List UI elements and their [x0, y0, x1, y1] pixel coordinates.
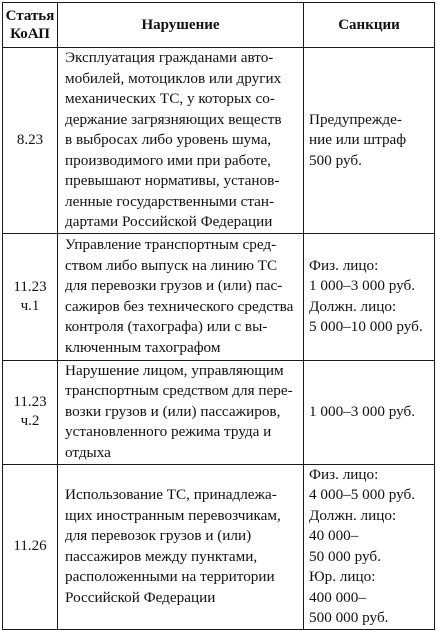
sanction-line: 4 000–5 000 руб.: [309, 486, 416, 503]
violation-line: механических ТС, у которых со-: [65, 90, 275, 107]
violation-line: для перевозок грузов и (или): [65, 527, 252, 544]
violation-line: сажиров без технического средства: [65, 297, 294, 315]
violation-line: пассажиров между пунктами,: [65, 547, 258, 565]
article-text: ч.1: [20, 297, 40, 314]
sanction-line: 500 000 руб.: [309, 609, 389, 626]
sanction-line: 1 000–3 000 руб.: [309, 402, 416, 420]
violation-cell: [58, 464, 304, 629]
sanctions-table: [2, 2, 435, 630]
header-article-line: КоАП: [10, 26, 50, 42]
violation-line: для перевозки грузов и (или) пас-: [65, 277, 283, 294]
table-header-row: [3, 3, 435, 48]
violation-line: мобилей, мотоциклов или других: [65, 69, 282, 87]
violation-line: Управление транспортным сред-: [65, 236, 277, 253]
article-text: 11.23: [13, 278, 47, 295]
violation-line: производимого ими при работе,: [65, 151, 271, 169]
article-text: ч.2: [20, 413, 40, 429]
header-article: [3, 3, 58, 48]
violation-line: ключенным тахографом: [65, 338, 221, 356]
violation-line: Нарушение лицом, управляющим: [65, 361, 284, 379]
sanction-cell: [304, 360, 435, 464]
violation-line: щих иностранным перевозчикам,: [65, 506, 281, 524]
violation-line: Эксплуатация гражданами авто-: [65, 49, 274, 66]
violation-line: ством либо выпуск на линию ТС: [65, 256, 278, 274]
violation-cell: [58, 48, 304, 234]
table-row: [3, 233, 435, 360]
sanction-line: ние или штраф: [309, 131, 407, 148]
article-text: 8.23: [16, 131, 44, 148]
sanction-cell: [304, 464, 435, 629]
violation-line: превышают нормативы, установ-: [65, 172, 280, 189]
sanction-line: Должн. лицо:: [309, 506, 397, 524]
violation-line: возки грузов и (или) пассажиров,: [65, 402, 281, 420]
article-text: 11.26: [13, 538, 47, 554]
sanction-line: Физ. лицо:: [309, 465, 379, 483]
violation-line: транспортным средством для пере-: [65, 382, 293, 400]
violation-line: ленные государственными стан-: [65, 192, 275, 210]
article-cell: [3, 360, 58, 464]
header-article-line: Статья: [5, 8, 55, 24]
sanction-cell: [304, 48, 435, 234]
violation-cell: [58, 233, 304, 360]
violation-line: Использование ТС, принадлежа-: [65, 486, 277, 503]
header-sanctions: Санкции: [304, 3, 435, 48]
violation-line: дартами Российской Федерации: [65, 213, 273, 230]
sanction-line: Предупрежде-: [309, 110, 402, 128]
sanction-line: 50 000 руб.: [309, 547, 381, 565]
article-cell: [3, 464, 58, 629]
violation-line: отдыха: [65, 443, 111, 461]
sanction-line: 5 000–10 000 руб.: [309, 318, 423, 335]
sanction-line: 40 000–: [309, 527, 359, 544]
sanction-line: Должн. лицо:: [309, 297, 397, 315]
violation-cell: [58, 360, 304, 464]
violation-line: расположенными на территории: [65, 568, 275, 585]
header-violation: Нарушение: [58, 3, 304, 48]
table-row: [3, 464, 435, 629]
article-cell: [3, 233, 58, 360]
sanction-line: Юр. лицо:: [309, 568, 376, 585]
table-row: [3, 48, 435, 234]
violation-line: Российской Федерации: [65, 588, 216, 606]
article-cell: [3, 48, 58, 234]
sanction-line: 400 000–: [309, 588, 366, 606]
violation-line: установленного режима труда и: [65, 423, 272, 441]
table-row: [3, 360, 435, 464]
violation-line: в выбросах либо уровень шума,: [65, 131, 272, 148]
sanction-line: Физ. лицо:: [309, 256, 379, 274]
sanction-cell: [304, 233, 435, 360]
sanction-line: 500 руб.: [309, 151, 362, 169]
violation-line: держание загрязняющих веществ: [65, 110, 282, 128]
article-text: 11.23: [13, 394, 47, 410]
violation-line: контроля (тахографа) или с вы-: [65, 318, 268, 335]
sanction-line: 1 000–3 000 руб.: [309, 277, 416, 294]
